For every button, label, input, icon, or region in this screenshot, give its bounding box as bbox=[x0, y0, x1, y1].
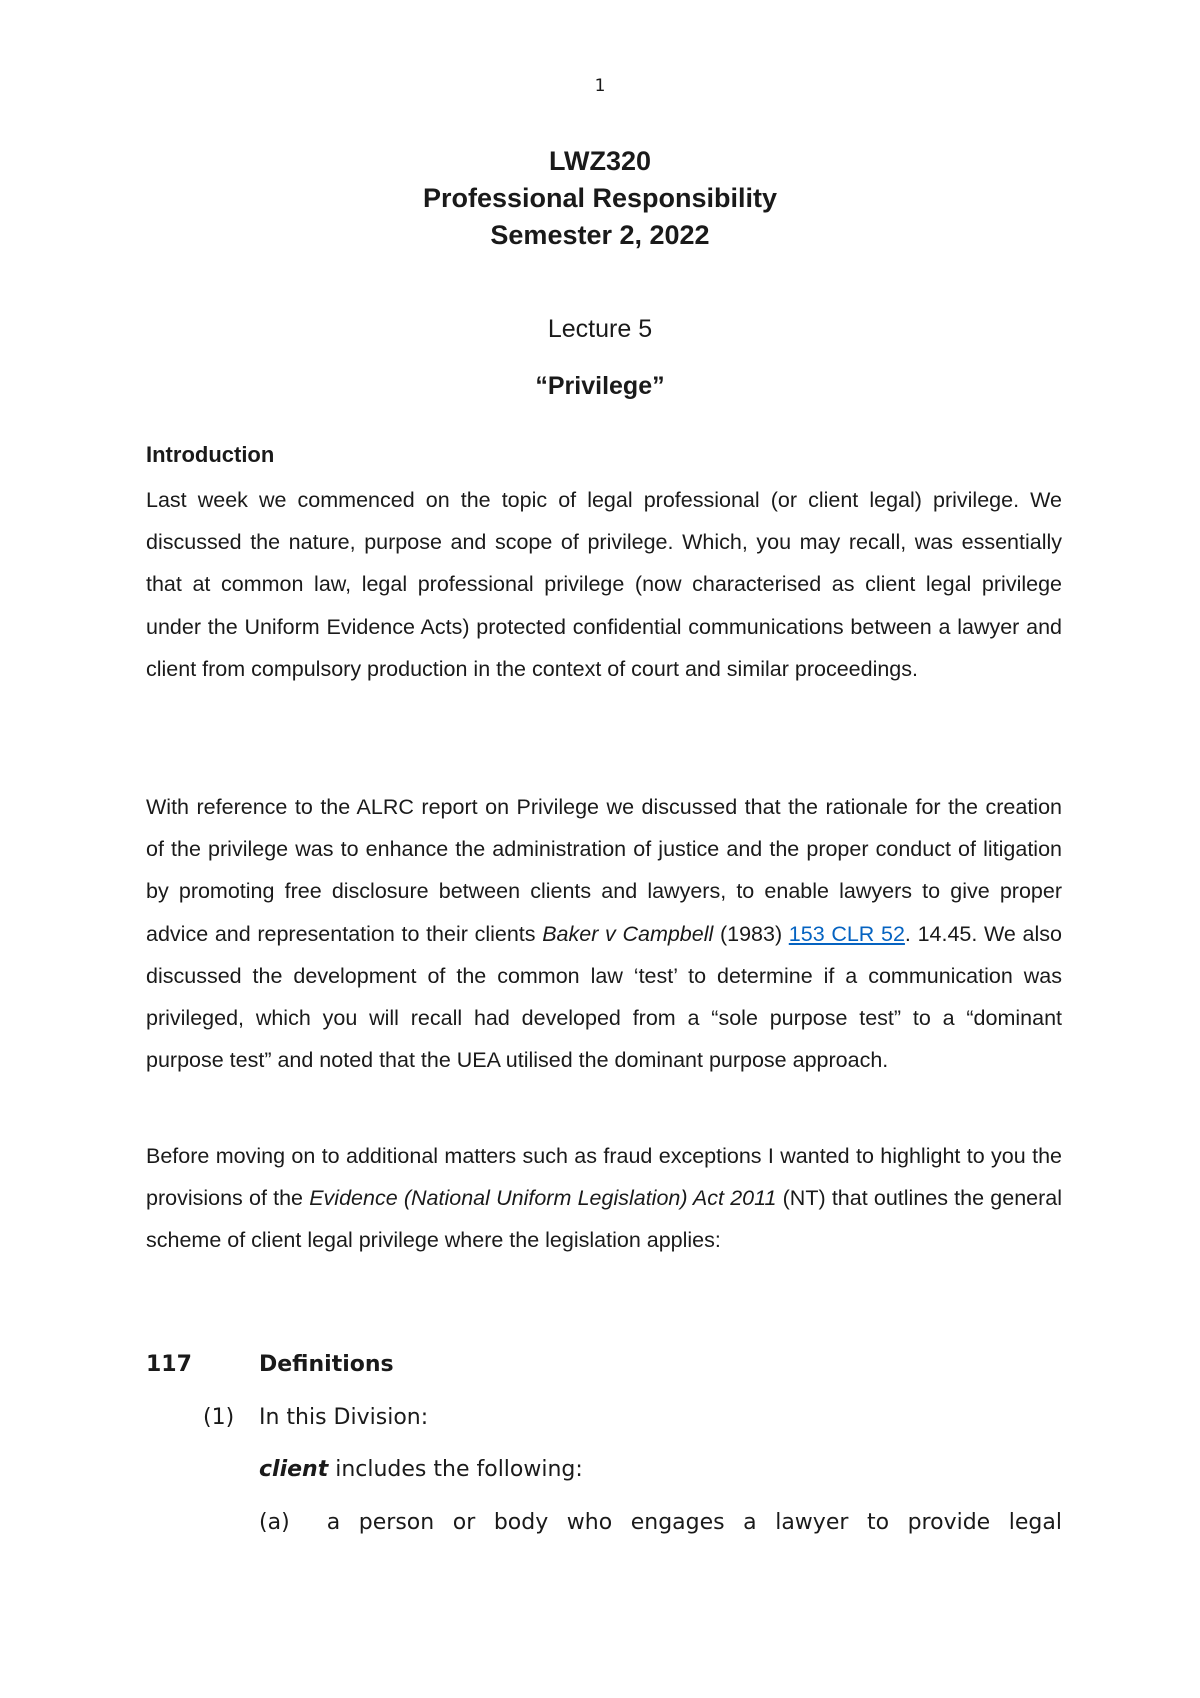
citation-link[interactable]: 153 CLR 52 bbox=[788, 921, 905, 946]
legislation-subsection-text: In this Division: bbox=[259, 1405, 429, 1430]
paragraph-2-text-b: (1983) bbox=[713, 921, 789, 946]
document-title-block bbox=[0, 143, 1200, 254]
case-name: Baker v Campbell bbox=[542, 921, 714, 946]
definition-term: client bbox=[259, 1457, 329, 1482]
lecture-number: Lecture 5 bbox=[547, 315, 653, 343]
item-text: a person or body who engages a lawyer to provide legal bbox=[326, 1510, 1062, 1535]
paragraph-2 bbox=[146, 786, 1062, 1081]
paragraph-3-text-a: Before moving on to additional matters such as fraud exceptions I wanted to highlight to you the provisions of the bbox=[146, 1144, 1062, 1211]
course-name: Professional Responsibility bbox=[422, 183, 778, 213]
course-code: LWZ320 bbox=[548, 146, 652, 176]
paragraph-2-text-a: With reference to the ALRC report on Privilege we discussed that the rationale for the creation of the privilege was to enhance the administration of justice and the proper conduct of litigation by promoting free disclosure between clients and lawyers, to enable lawyers to give proper advice and representation to their clients bbox=[146, 795, 1062, 946]
paragraph-2-text bbox=[146, 786, 1062, 1081]
section-heading: Introduction bbox=[146, 442, 275, 467]
legislation-definition bbox=[259, 1457, 583, 1482]
legislation-item bbox=[259, 1510, 1062, 1535]
legislation-subsection-number: (1) bbox=[203, 1405, 235, 1430]
paragraph-3 bbox=[146, 1135, 1062, 1262]
act-name: Evidence (National Uniform Legislation) Act 2011 bbox=[309, 1186, 777, 1211]
item-label: (a) bbox=[259, 1510, 290, 1535]
semester: Semester 2, 2022 bbox=[490, 220, 710, 250]
paragraph-1 bbox=[146, 479, 1062, 690]
legislation-section-title: Definitions bbox=[259, 1352, 394, 1377]
lecture-title: “Privilege” bbox=[535, 372, 665, 400]
definition-rest: includes the following: bbox=[328, 1457, 583, 1482]
paragraph-3-text-b: (NT) that outlines the general scheme of client legal privilege where the legislation applies: bbox=[146, 1186, 1062, 1253]
paragraph-2-text-c: . 14.45. We also discussed the development of the common law ‘test’ to determine if a communication was privileged, which you will recall had developed from a “sole purpose test” to a “dominant purpose test” and noted that the UEA utilised the dominant purpose approach. bbox=[146, 921, 1062, 1073]
paragraph-1-text: Last week we commenced on the topic of legal professional (or client legal) privilege. We discussed the nature, purpose and scope of privilege. Which, you may recall, was essentially that at common law, legal professional privilege (now characterised as client legal privilege under the Uniform Evidence Acts) protected confidential communications between a lawyer and client from compulsory production in the context of court and similar proceedings. bbox=[146, 488, 1062, 681]
page-number: 1 bbox=[594, 76, 606, 96]
paragraph-3-text bbox=[146, 1135, 1062, 1262]
legislation-section-number: 117 bbox=[146, 1352, 192, 1377]
